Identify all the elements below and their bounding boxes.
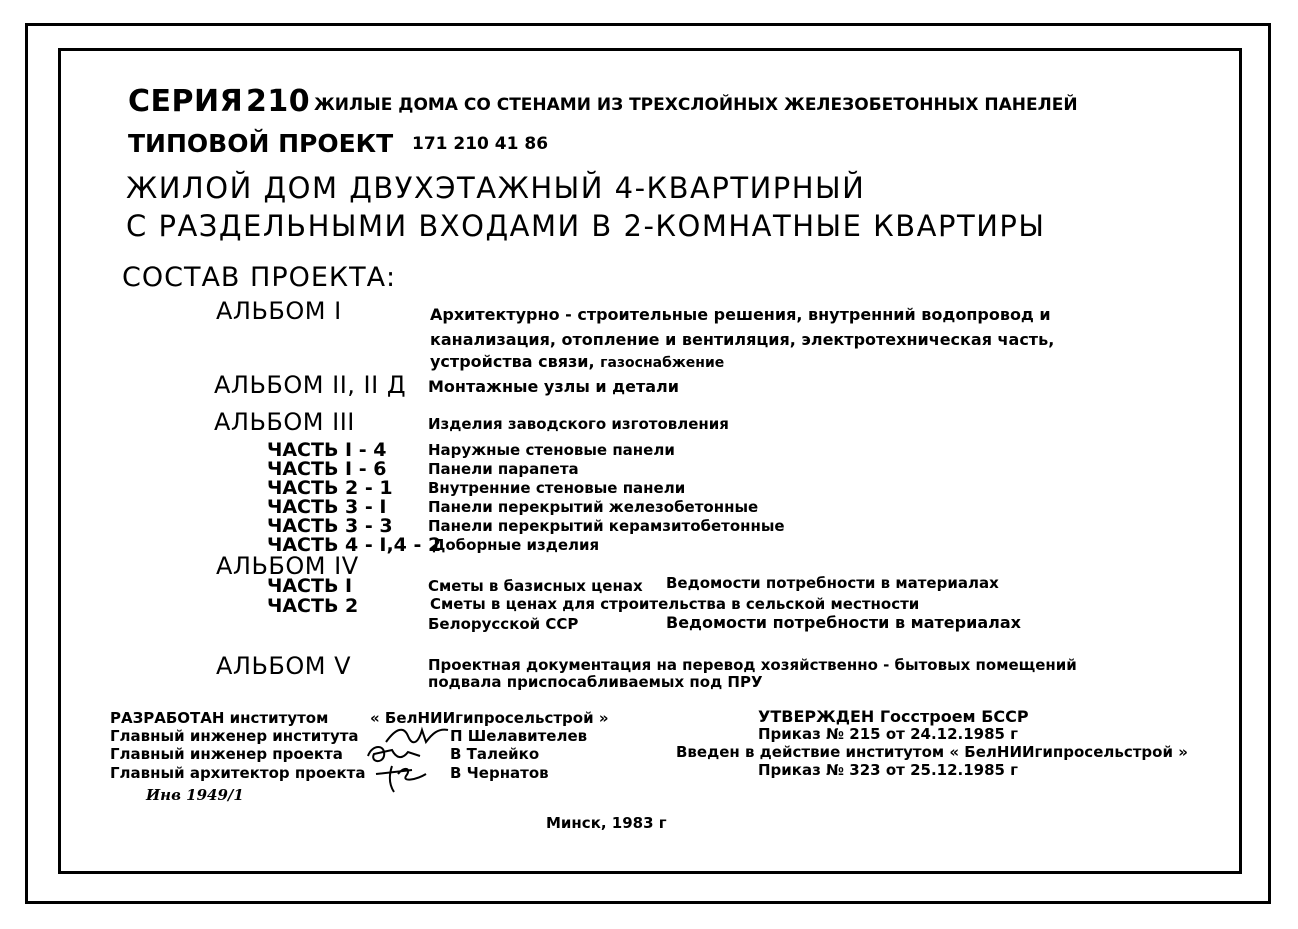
title-line-1: ЖИЛОЙ ДОМ ДВУХЭТАЖНЫЙ 4-КВАРТИРНЫЙ: [126, 171, 866, 205]
staff-name: П Шелавителев: [450, 727, 588, 745]
developed-institute: « БелНИИгипросельстрой »: [370, 709, 609, 727]
album-4-part-2-desc-a: Белорусской ССР: [428, 615, 579, 633]
album-1-desc-line-2: канализация, отопление и вентиляция, электротехническая часть,: [430, 330, 1055, 349]
album-3-desc: Изделия заводского изготовления: [428, 415, 729, 433]
album-3-part-label: ЧАСТЬ I - 4: [267, 439, 387, 461]
album-4-part-1-label: ЧАСТЬ I: [267, 575, 353, 597]
album-3-part-desc: Доборные изделия: [432, 536, 600, 554]
project-number: 171 210 41 86: [412, 134, 549, 154]
album-4-label: АЛЬБОМ IV: [216, 552, 359, 580]
album-3-part-label: ЧАСТЬ 3 - 3: [267, 515, 393, 537]
project-label: ТИПОВОЙ ПРОЕКТ: [128, 129, 394, 158]
album-3-label: АЛЬБОМ III: [214, 408, 355, 436]
album-3-part-label: ЧАСТЬ 2 - 1: [267, 477, 393, 499]
album-4-part-2-label: ЧАСТЬ 2: [267, 595, 359, 617]
album-5-desc-line-2: подвала приспосабливаемых под ПРУ: [428, 673, 763, 691]
staff-role: Главный инженер проекта: [110, 745, 343, 763]
album-2-label: АЛЬБОМ II, II Д: [214, 371, 407, 399]
approved-order-1: Приказ № 215 от 24.12.1985 г: [758, 725, 1019, 743]
album-3-part-desc: Панели перекрытий керамзитобетонные: [428, 517, 785, 535]
album-3-part-label: ЧАСТЬ I - 6: [267, 458, 387, 480]
enacted-intro: Введен в действие институтом « БелНИИгипросельстрой »: [676, 743, 1188, 761]
album-3-part-label: ЧАСТЬ 3 - I: [267, 496, 387, 518]
series-number: 210: [246, 84, 311, 119]
album-1-gas-note: газоснабжение: [600, 355, 725, 371]
title-line-2: С РАЗДЕЛЬНЫМИ ВХОДАМИ В 2-КОМНАТНЫЕ КВАРТИРЫ: [126, 209, 1046, 243]
album-4-part-1-desc-b: Ведомости потребности в материалах: [666, 574, 999, 592]
staff-role: Главный архитектор проекта: [110, 764, 366, 782]
album-3-part-desc: Панели перекрытий железобетонные: [428, 498, 759, 516]
developed-label: РАЗРАБОТАН институтом: [110, 709, 329, 727]
album-3-part-label: ЧАСТЬ 4 - I,4 - 2: [267, 534, 442, 556]
album-4-part-1-desc-a: Сметы в базисных ценах: [428, 577, 643, 595]
approved-label: УТВЕРЖДЕН Госстроем БССР: [758, 707, 1029, 726]
album-4-part-2-desc-b: Ведомости потребности в материалах: [666, 613, 1021, 632]
signature-chief-architect: [372, 760, 432, 794]
album-4-part-2-desc-line-1: Сметы в ценах для строительства в сельской местности: [430, 595, 920, 613]
album-3-part-desc: Внутренние стеновые панели: [428, 479, 686, 497]
staff-name: В Чернатов: [450, 764, 549, 782]
album-3-part-desc: Наружные стеновые панели: [428, 441, 675, 459]
album-2-desc: Монтажные узлы и детали: [428, 377, 679, 396]
album-5-desc-line-1: Проектная документация на перевод хозяйственно - бытовых помещений: [428, 656, 1077, 674]
place-year: Минск, 1983 г: [546, 814, 667, 832]
album-3-part-desc: Панели парапета: [428, 460, 579, 478]
album-1-desc-line-3: устройства связи, газоснабжение: [430, 352, 725, 371]
approved-order-2: Приказ № 323 от 25.12.1985 г: [758, 761, 1019, 779]
staff-name: В Талейко: [450, 745, 540, 763]
staff-role: Главный инженер института: [110, 727, 359, 745]
composition-heading: СОСТАВ ПРОЕКТА:: [122, 262, 397, 293]
series-description: ЖИЛЫЕ ДОМА СО СТЕНАМИ ИЗ ТРЕХСЛОЙНЫХ ЖЕЛЕЗОБЕТОННЫХ ПАНЕЛЕЙ: [314, 95, 1078, 115]
series-label: СЕРИЯ: [128, 84, 244, 119]
album-1-desc-line-1: Архитектурно - строительные решения, внутренний водопровод и: [430, 305, 1051, 324]
album-5-label: АЛЬБОМ V: [216, 652, 352, 680]
album-1-label: АЛЬБОМ I: [216, 297, 342, 325]
inventory-number: Инв 1949/1: [146, 786, 244, 804]
